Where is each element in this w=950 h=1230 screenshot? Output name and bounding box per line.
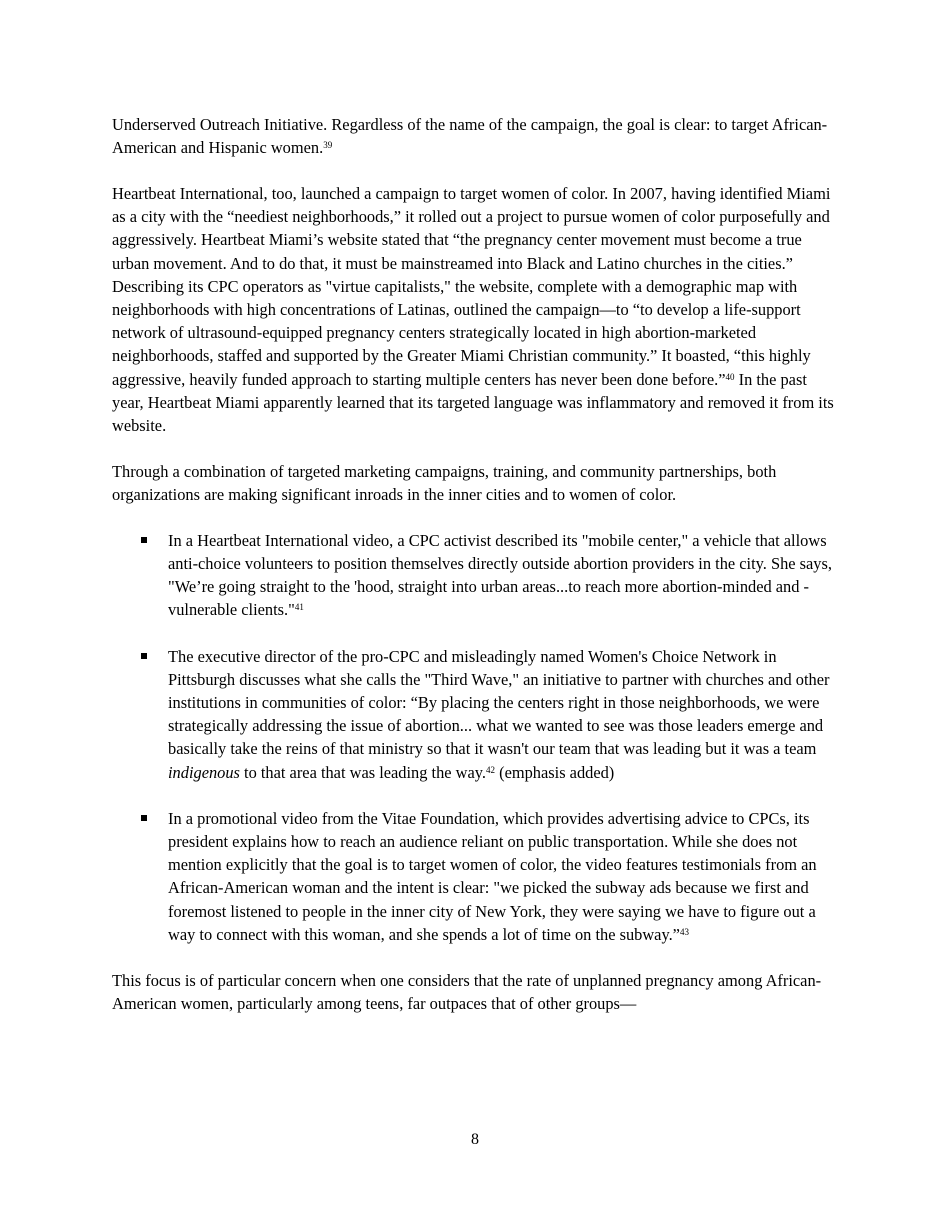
paragraph: [112, 460, 842, 506]
square-bullet-icon: [141, 815, 147, 821]
footnote-ref: 40: [725, 371, 735, 382]
list-item: [112, 529, 842, 622]
page-number: 8: [471, 1131, 479, 1148]
square-bullet-icon: [141, 653, 147, 659]
footnote-ref: 41: [294, 602, 304, 613]
square-bullet-icon: [141, 537, 147, 543]
list-item-text: (emphasis added): [495, 762, 615, 782]
paragraph-text: Through a combination of targeted marketing campaigns, training, and community partnerships, both organizations are making significant inroads in the inner cities and to women of color.: [112, 461, 777, 505]
emphasis-text: indigenous: [168, 762, 240, 782]
paragraph-text: Underserved Outreach Initiative. Regardless of the name of the campaign, the goal is clear: to target African-American and Hispanic women.: [112, 115, 828, 158]
bullet-list: [112, 529, 842, 946]
paragraph: [112, 182, 842, 437]
list-item: [112, 807, 842, 946]
list-item-text: to that area that was leading the way.: [239, 762, 487, 782]
paragraph: [112, 113, 842, 159]
paragraph: [112, 969, 842, 1015]
document-body: [112, 113, 842, 1038]
footnote-ref: 42: [486, 764, 496, 775]
paragraph-text: In the past year, Heartbeat Miami apparently learned that its targeted language was inflammatory and removed it from its website.: [112, 369, 834, 436]
list-item: [112, 645, 842, 784]
list-item-text: In a promotional video from the Vitae Foundation, which provides advertising advice to CPCs, its president explains how to reach an audience reliant on public transportation. While she does not mention explicitly that the goal is to target women of color, the video features testimonials from an African-American woman and the intent is clear: "we picked the subway ads because we first and foremost listened to people in the inner city of New York, they were saying we have to figure out a way to connect with this woman, and she spends a lot of time on the subway.”: [168, 808, 817, 944]
footnote-ref: 39: [323, 140, 333, 151]
paragraph-text: This focus is of particular concern when one considers that the rate of unplanned pregnancy among African-American women, particularly among teens, far outpaces that of other groups—: [112, 971, 822, 1014]
list-item-text: The executive director of the pro-CPC and misleadingly named Women's Choice Network in Pittsburgh discusses what she calls the "Third Wave," an initiative to partner with churches and other institutions in communities of color: “By placing the centers right in those neighborhoods, we were strategically addressing the issue of abortion... what we wanted to see was those leaders emerge and basically take the reins of that ministry so that it wasn't our team that was leading but it was a team: [168, 646, 830, 759]
paragraph-text: Heartbeat International, too, launched a campaign to target women of color. In 2007, having identified Miami as a city with the “neediest neighborhoods,” it rolled out a project to pursue women of color purposefully and aggressively. Heartbeat Miami’s website stated that “the pregnancy center movement must become a true urban movement. And to do that, it must be mainstreamed into Black and Latino churches in the cities.” Describing its CPC operators as "virtue capitalists," the website, complete with a demographic map with neighborhoods with high concentrations of Latinas, outlined the campaign—to “to develop a life-support network of ultrasound-equipped pregnancy centers strategically located in high abortion-marketed neighborhoods, staffed and supported by the Greater Miami Christian community.” It boasted, “this highly aggressive, heavily funded approach to starting multiple centers has never been done before.”: [112, 184, 831, 389]
list-item-text: In a Heartbeat International video, a CPC activist described its "mobile center," a vehicle that allows anti-choice volunteers to position themselves directly outside abortion providers in the city. She says, "We’re going straight to the 'hood, straight into urban areas...to reach more abortion-minded and -vulnerable clients.": [168, 530, 832, 620]
footnote-ref: 43: [679, 926, 689, 937]
